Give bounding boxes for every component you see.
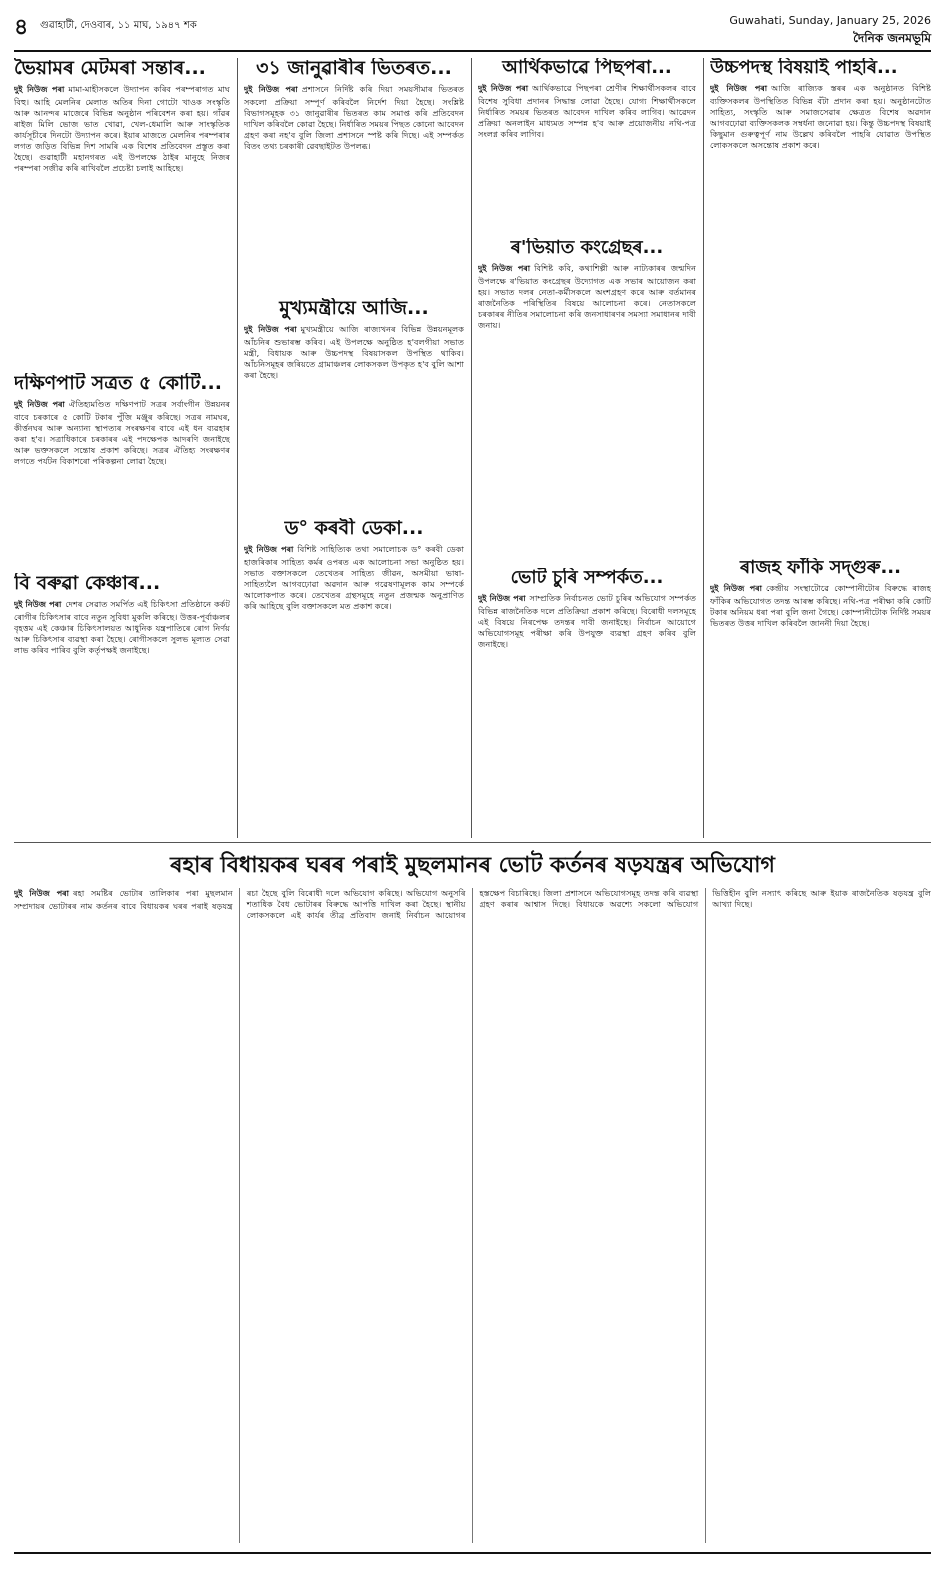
headline: ভৈয়ামৰ মেটমৰা সন্তাৰ... (14, 58, 206, 79)
headline: মুখ্যমন্ত্ৰীয়ে আজি... (279, 298, 429, 319)
column-left (14, 58, 230, 838)
column-center-right (478, 58, 696, 838)
article-body: দুই নিউজ পৰা বিশিষ্ট কবি, কথাশিল্পী আৰু নাট্যকাৰৰ জন্মদিন উপলক্ষে ৰ'ভিয়াত কংগ্ৰেছৰ উদ্যোগত এক সভাৰ আয়োজন কৰা হয়। সভাত দলৰ নেতা-কৰ্মীসকলে অংশগ্ৰহণ কৰে আৰু বৰ্তমানৰ ৰাজনৈতিক পৰিস্থিতিৰ বিষয়ে আলোচনা কৰে। নেতাসকলে চৰকাৰৰ নীতিৰ সমালোচনা কৰি জনসাধাৰণৰ সমস্যা সমাধানৰ দাবী জনায়। (478, 262, 696, 330)
headline: ভোট চুৰি সম্পৰ্কত... (510, 568, 664, 588)
article-body: দুই নিউজ পৰা বিশিষ্ট সাহিত্যিক তথা সমালোচক ড° কৰবী ডেকা হাজৰিকাৰ সাহিত্য কৰ্মৰ ওপৰত এক আলোচনা সভা অনুষ্ঠিত হয়। সভাত বক্তাসকলে তেখেতৰ সাহিত্য জীৱন, অসমীয়া ভাষা-সাহিত্যলৈ আগবঢ়োৱা অৱদান আৰু গৱেষণামূলক কাম সম্পৰ্কে আলোকপাত কৰে। তেখেতৰ গ্ৰন্থসমূহে নতুন প্ৰজন্মক অনুপ্ৰাণিত কৰি আহিছে বুলি বক্তাসকলে মত প্ৰকাশ কৰে। (244, 543, 464, 611)
article-vote-theft (478, 568, 696, 838)
page-number: ৪ (14, 15, 29, 40)
column-right (710, 58, 931, 838)
article-economically-backward (478, 58, 696, 238)
masthead (14, 10, 931, 50)
article-body: দুই নিউজ পৰা ঐতিহ্যমণ্ডিত দক্ষিণপাট সত্ৰৰ সৰ্বাংগীন উন্নয়নৰ বাবে চৰকাৰে ৫ কোটি টকাৰ পুঁজি মঞ্জুৰ কৰিছে। সত্ৰৰ নামঘৰ, কীৰ্ত্তনঘৰ আৰু অন্যান্য স্থাপত্যৰ সংৰক্ষণৰ বাবে এই ধন ব্যৱহাৰ কৰা হ'ব। সত্ৰাধিকাৰে চৰকাৰৰ এই পদক্ষেপক আদৰণি জনাইছে আৰু ভক্তসকলে সন্তোষ প্ৰকাশ কৰিছে। সত্ৰৰ ঐতিহ্য সংৰক্ষণৰ লগতে পৰ্যটন বিকাশৰো পৰিকল্পনা লোৱা হৈছে। (14, 398, 230, 466)
column-divider (237, 58, 238, 838)
headline: ড° কৰবী ডেকা... (284, 518, 424, 539)
paper-name: দৈনিক জনমভূমি (853, 31, 931, 45)
article-body: দুই নিউজ পৰা আৰ্থিকভাৱে পিছপৰা শ্ৰেণীৰ শিক্ষাৰ্থীসকলৰ বাবে বিশেষ সুবিধা প্ৰদানৰ সিদ্ধান্ত লোৱা হৈছে। যোগ্য শিক্ষাৰ্থীসকলে নিৰ্ধাৰিত সময়ৰ ভিতৰত আবেদন দাখিল কৰিব লাগিব। আৱেদন প্ৰক্ৰিয়া অনলাইন মাধ্যমত সম্পন্ন হ'ব আৰু প্ৰয়োজনীয় নথি-পত্ৰ সংলগ্ন কৰিব লাগিব। (478, 82, 696, 139)
article-senior-officer (710, 58, 931, 558)
article-body: দুই নিউজ পৰা প্ৰশাসনে নিৰ্দিষ্ট কৰি দিয়া সময়সীমাৰ ভিতৰত সকলো প্ৰক্ৰিয়া সম্পূৰ্ণ কৰিবলৈ নিৰ্দেশ দিয়া হৈছে। সংশ্লিষ্ট বিভাগসমূহক ৩১ জানুৱাৰীৰ ভিতৰত কাম সমাপ্ত কৰি প্ৰতিবেদন দাখিল কৰিবলৈ কোৱা হৈছে। নিৰ্ধাৰিত সময়ৰ পিছত কোনো আবেদন গ্ৰহণ কৰা নহ'ব বুলি জিলা প্ৰশাসনে স্পষ্ট কৰি দিছে। এই সম্পৰ্কত বিতং তথ্য চৰকাৰী ৱেবছাইটত উপলব্ধ। (244, 83, 464, 151)
banner-headline: ৰহাৰ বিধায়কৰ ঘৰৰ পৰাই মুছলমানৰ ভোট কৰ্তনৰ ষড়যন্ত্ৰৰ অভিযোগ (170, 853, 775, 878)
article-metmora (14, 58, 230, 373)
banner-article-body: দুই নিউজ পৰা ৰহা সমষ্টিৰ ভোটাৰ তালিকাৰ পৰা মুছলমান সম্প্ৰদায়ৰ ভোটাৰৰ নাম কৰ্তনৰ বাবে বিধায়কৰ ঘৰৰ পৰাই ষড়যন্ত্ৰ ৰচা হৈছে বুলি বিৰোধী দলে অভিযোগ কৰিছে। অভিযোগ অনুসৰি শতাধিক বৈধ ভোটাৰৰ বিৰুদ্ধে আপত্তি দাখিল কৰা হৈছে। স্থানীয় লোকসকলে এই কাৰ্যৰ তীব্ৰ প্ৰতিবাদ জনাই নিৰ্বাচন আয়োগৰ হস্তক্ষেপ বিচাৰিছে। জিলা প্ৰশাসনে অভিযোগসমূহ তদন্ত কৰি ব্যৱস্থা গ্ৰহণ কৰাৰ আশ্বাস দিছে। বিধায়কে অৱশ্যে সকলো অভিযোগ ভিত্তিহীন বুলি নস্যাৎ কৰিছে আৰু ইয়াক ৰাজনৈতিক ষড়যন্ত্ৰ বুলি আখ্যা দিছে। (14, 888, 931, 920)
article-barooah-cancer (14, 573, 230, 833)
article-body: দুই নিউজ পৰা মামা-মাহীসকলে উদ্যাপন কৰিব পৰম্পৰাগত মাঘ বিহু। আহি মেলনিৰ মেলাত অতিৰ দিনা গোটো খাওক সংস্কৃতি আৰু আনন্দৰ মাজেৰে বিভিন্ন অনুষ্ঠান পৰিবেশন কৰা হয়। গাঁৱৰ ৰাইজ মিলি ভোজ ভাত খোৱা, খেল-ধেমালি আৰু সাংস্কৃতিক কাৰ্যসূচীৰে দিনটো উদ্যাপন কৰে। ইয়াৰ মাজতে মেলনিৰ পৰম্পৰাৰ লগত জড়িত বিভিন্ন দিশ সামৰি এক বিশেষ প্ৰতিবেদন প্ৰস্তুত কৰা হৈছে। গুৱাহাটী মহানগৰত এই উপলক্ষে ঠাইৰ মানুহে নিজৰ পৰম্পৰা সজীৱ কৰি ৰাখিবলৈ প্ৰচেষ্টা চলাই আহিছে। (14, 83, 230, 173)
article-rowta-congress (478, 238, 696, 568)
column-divider (703, 58, 704, 838)
headline: ৰ'ভিয়াত কংগ্ৰেছৰ... (510, 238, 664, 258)
headline: দক্ষিণপাট সত্ৰত ৫ কোটি... (14, 373, 222, 394)
column-divider (471, 58, 472, 838)
footer-rule (14, 1552, 931, 1554)
masthead-rule (14, 50, 931, 52)
article-body: দুই নিউজ পৰা সাম্প্ৰতিক নিৰ্বাচনত ভোট চুৰিৰ অভিযোগ সম্পৰ্কত বিভিন্ন ৰাজনৈতিক দলে প্ৰতিক্ৰিয়া প্ৰকাশ কৰিছে। বিৰোধী দলসমূহে এই বিষয়ে নিৰপেক্ষ তদন্তৰ দাবী জনাইছে। নিৰ্বাচন আয়োগে অভিযোগসমূহ পৰীক্ষা কৰি উপযুক্ত ব্যৱস্থা গ্ৰহণ কৰিব বুলি জনাইছে। (478, 592, 696, 649)
dateline-left: গুৱাহাটী, দেওবাৰ, ১১ মাঘ, ১৯৪৭ শক (40, 20, 197, 31)
headline: ৰাজহ ফাঁকি সদ্গুৰু... (740, 558, 901, 578)
article-body: দুই নিউজ পৰা দেশৰ সেৱাত সমৰ্পিত এই চিকিৎসা প্ৰতিষ্ঠানে কৰ্কট ৰোগীৰ চিকিৎসাৰ বাবে নতুন সুবিধা মুকলি কৰিছে। উত্তৰ-পূৰ্বাঞ্চলৰ বৃহত্তম এই কেঞ্চাৰ চিকিৎসালয়ত আধুনিক যন্ত্ৰপাতিৰে ৰোগ নিৰ্ণয় আৰু চিকিৎসাৰ ব্যৱস্থা কৰা হৈছে। ৰোগীসকলে সুলভ মূল্যত সেৱা লাভ কৰিব পাৰিব বুলি কৰ্তৃপক্ষই জনাইছে। (14, 598, 230, 655)
article-body: দুই নিউজ পৰা আজি ৰাজ্যিক স্তৰৰ এক অনুষ্ঠানত বিশিষ্ট ব্যক্তিসকলৰ উপস্থিতিত বিভিন্ন বঁটা প্ৰদান কৰা হয়। অনুষ্ঠানটোত সাহিত্য, সংস্কৃতি আৰু সমাজসেৱাৰ ক্ষেত্ৰত বিশেষ অৱদান আগবঢ়োৱা ব্যক্তিসকলক সম্বৰ্ধনা জনোৱা হয়। কিন্তু উচ্চপদস্থ বিষয়াই কিছুমান গুৰুত্বপূৰ্ণ নাম উল্লেখ কৰিবলৈ পাহৰি যোৱাত উপস্থিত লোকসকলে অসন্তোষ প্ৰকাশ কৰে। (710, 82, 931, 150)
headline: আৰ্থিকভাৱে পিছপৰা... (502, 58, 672, 78)
headline: ৩১ জানুৱাৰীৰ ভিতৰত... (256, 58, 452, 79)
article-body: দুই নিউজ পৰা কেন্দ্ৰীয় সংস্থাটোৱে কোম্পানীটোৰ বিৰুদ্ধে ৰাজহ ফাঁকিৰ অভিযোগত তদন্ত আৰম্ভ কৰিছে। নথি-পত্ৰ পৰীক্ষা কৰি কোটি টকাৰ অনিয়ম ধৰা পৰা বুলি জনা গৈছে। কোম্পানীটোক নিৰ্দিষ্ট সময়ৰ ভিতৰত উত্তৰ দাখিল কৰিবলৈ জাননী দিয়া হৈছে। (710, 582, 931, 628)
headline: উচ্চপদস্থ বিষয়াই পাহৰি... (710, 58, 898, 78)
column-center-left (244, 58, 464, 838)
article-revenue-evasion (710, 558, 931, 838)
headline: বি বৰুৱা কেঞ্চাৰ... (14, 573, 161, 594)
dateline-right: Guwahati, Sunday, January 25, 2026 (729, 14, 931, 27)
banner-text: ৰহা সমষ্টিৰ ভোটাৰ তালিকাৰ পৰা মুছলমান সম্প্ৰদায়ৰ ভোটাৰৰ নাম কৰ্তনৰ বাবে বিধায়কৰ ঘৰৰ পৰাই ষড়যন্ত্ৰ ৰচা হৈছে বুলি বিৰোধী দলে অভিযোগ কৰিছে। অভিযোগ অনুসৰি শতাধিক বৈধ ভোটাৰৰ বিৰুদ্ধে আপত্তি দাখিল কৰা হৈছে। স্থানীয় লোকসকলে এই কাৰ্যৰ তীব্ৰ প্ৰতিবাদ জনাই নিৰ্বাচন আয়োগৰ হস্তক্ষেপ বিচাৰিছে। জিলা প্ৰশাসনে অভিযোগসমূহ তদন্ত কৰি ব্যৱস্থা গ্ৰহণ কৰাৰ আশ্বাস দিছে। বিধায়কে অৱশ্যে সকলো অভিযোগ ভিত্তিহীন বুলি নস্যাৎ কৰিছে আৰু ইয়াক ৰাজনৈতিক ষড়যন্ত্ৰ বুলি আখ্যা দিছে। (14, 888, 931, 920)
article-karabi-deka (244, 518, 464, 838)
section-divider (14, 842, 931, 843)
article-jan31 (244, 58, 464, 298)
article-body: দুই নিউজ পৰা মুখ্যমন্ত্ৰীয়ে আজি ৰাজ্যখনৰ বিভিন্ন উন্নয়নমূলক আঁচনিৰ শুভাৰম্ভ কৰিব। এই উপলক্ষে অনুষ্ঠিত হ'বলগীয়া সভাত মন্ত্ৰী, বিধায়ক আৰু উচ্চপদস্থ বিষয়াসকল উপস্থিত থাকিব। আঁচনিসমূহৰ জৰিয়তে গ্ৰামাঞ্চলৰ লোকসকল উপকৃত হ'ব বুলি আশা কৰা হৈছে। (244, 323, 464, 380)
article-cm (244, 298, 464, 518)
article-dakhinpat (14, 373, 230, 573)
